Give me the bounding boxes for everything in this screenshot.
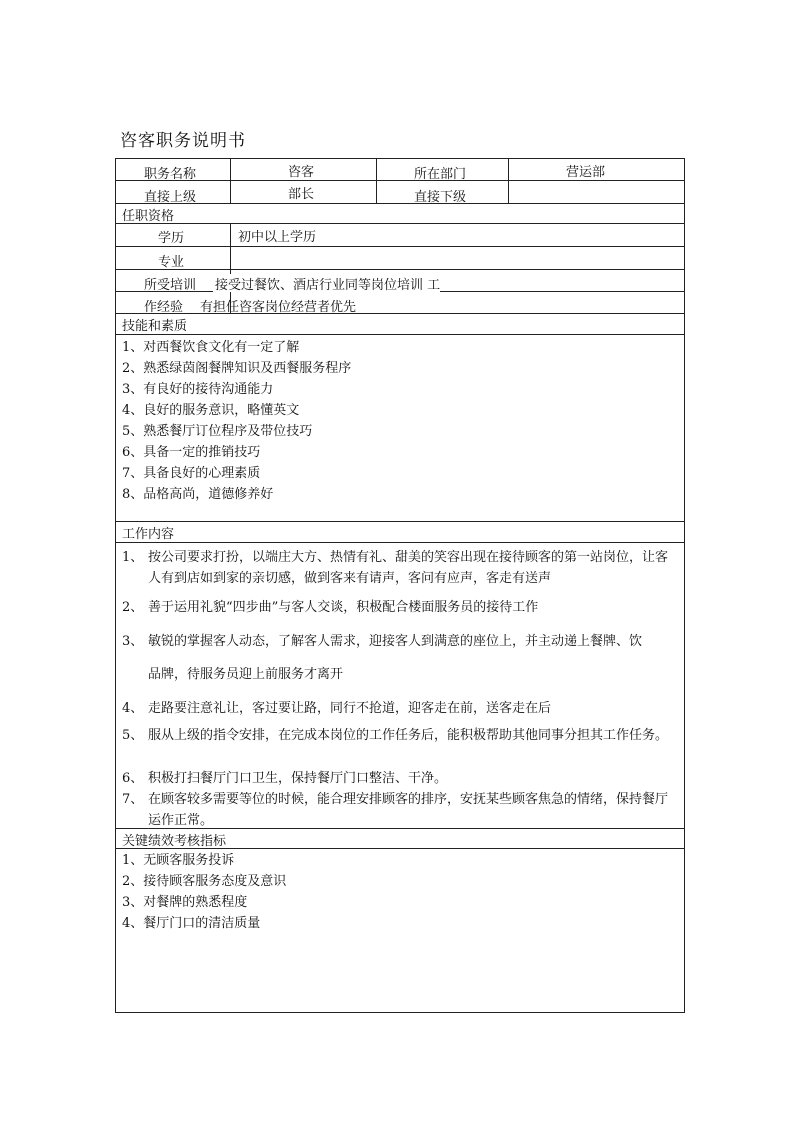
list-item: 6、具备一定的推销技巧	[122, 445, 261, 460]
work-header: 工作内容	[122, 527, 175, 542]
education-value: 初中以上学历	[238, 230, 317, 245]
experience-row	[116, 292, 684, 314]
major-row	[116, 247, 684, 270]
list-item: 3、对餐牌的熟悉程度	[122, 895, 248, 910]
list-item: 5、 服从上级的指令安排，在完成本岗位的工作任务后，能积极帮助其他同事分担其工作任务。	[122, 728, 669, 743]
list-item: 7、 在顾客较多需要等位的时候，能合理安排顾客的排序，安抚某些顾客焦急的情绪，保持餐厅运作正常。	[122, 792, 669, 828]
superior-value: 部长	[288, 187, 315, 202]
list-item: 1、 按公司要求打扮，以端庄大方、热情有礼、甜美的笑容出现在接待顾客的第一站岗位，让客人有到店如到家的亲切感，做到客来有请声，客问有应声，客走有送声	[122, 550, 669, 586]
training-value: 接受过餐饮、酒店行业同等岗位培训 工	[213, 274, 440, 293]
list-item: 3、有良好的接待沟通能力	[122, 382, 274, 397]
department-label: 所在部门	[414, 167, 467, 182]
experience-label: 作经验	[144, 300, 184, 315]
basic-info-row-1	[116, 159, 684, 181]
list-item: 2、接待顾客服务态度及意识	[122, 874, 287, 889]
list-item: 4、良好的服务意识，略懂英文	[122, 403, 300, 418]
skills-list	[116, 335, 684, 522]
list-item: 8、品格高尚，道德修养好	[122, 487, 274, 502]
training-label: 所受培训	[144, 278, 197, 293]
position-value: 咨客	[288, 165, 315, 180]
superior-label: 直接上级	[144, 190, 197, 205]
department-value: 营运部	[566, 165, 606, 180]
training-row	[116, 270, 684, 292]
kpi-header-row	[116, 829, 684, 849]
education-row	[116, 224, 684, 247]
subordinate-label: 直接下级	[414, 190, 467, 205]
list-item: 1、无顾客服务投诉	[122, 853, 235, 868]
list-item: 4、餐厅门口的清洁质量	[122, 916, 261, 931]
education-label: 学历	[158, 231, 185, 246]
skills-header: 技能和素质	[122, 319, 188, 334]
job-description-table	[115, 158, 685, 1013]
skills-header-row	[116, 314, 684, 335]
list-item: 1、对西餐饮食文化有一定了解	[122, 340, 300, 355]
kpi-list	[116, 849, 684, 1012]
position-label: 职务名称	[144, 167, 197, 182]
experience-value: 有担任咨客岗位经营者优先	[200, 300, 357, 315]
qualifications-header: 任职资格	[122, 209, 175, 224]
work-list: 1、 按公司要求打扮，以端庄大方、热情有礼、甜美的笑容出现在接待顾客的第一站岗位，让客人有到店如到家的亲切感，做到客来有请声，客问有应声，客走有送声 2、 善于运用礼貌“四步曲”与客人交谈，积极配合楼面服务员的接待工作 3、 敏锐的掌握客人动态，了解客人需求，迎接客人到满意的座位上，并主动递上餐牌、饮 品牌，待服务员迎上前服务才离开 4、 走路要注意礼让，客过要让路，同行不抢道，迎客走在前，送客走在后 5、 服从上级的指令安排，在完成本岗位的工作任务后，能积极帮助其他同事分担其工作任务。 6、 积极打扫餐厅门口卫生，保持餐厅门口整洁、干净。 7、 在顾客较多需要等位的时候，能合理安排顾客的排序，安抚某些顾客焦急的情绪，保持餐厅运作正常。	[116, 543, 684, 829]
list-item: 5、熟悉餐厅订位程序及带位技巧	[122, 424, 313, 439]
kpi-header: 关键绩效考核指标	[122, 834, 227, 849]
list-item: 7、具备良好的心理素质	[122, 466, 261, 481]
basic-info-row-2	[116, 181, 684, 204]
major-label: 专业	[158, 255, 185, 270]
qualifications-header-row	[116, 204, 684, 224]
list-item: 2、熟悉绿茵阁餐牌知识及西餐服务程序	[122, 361, 352, 376]
work-header-row	[116, 522, 684, 543]
page-title: 咨客职务说明书	[120, 131, 246, 151]
